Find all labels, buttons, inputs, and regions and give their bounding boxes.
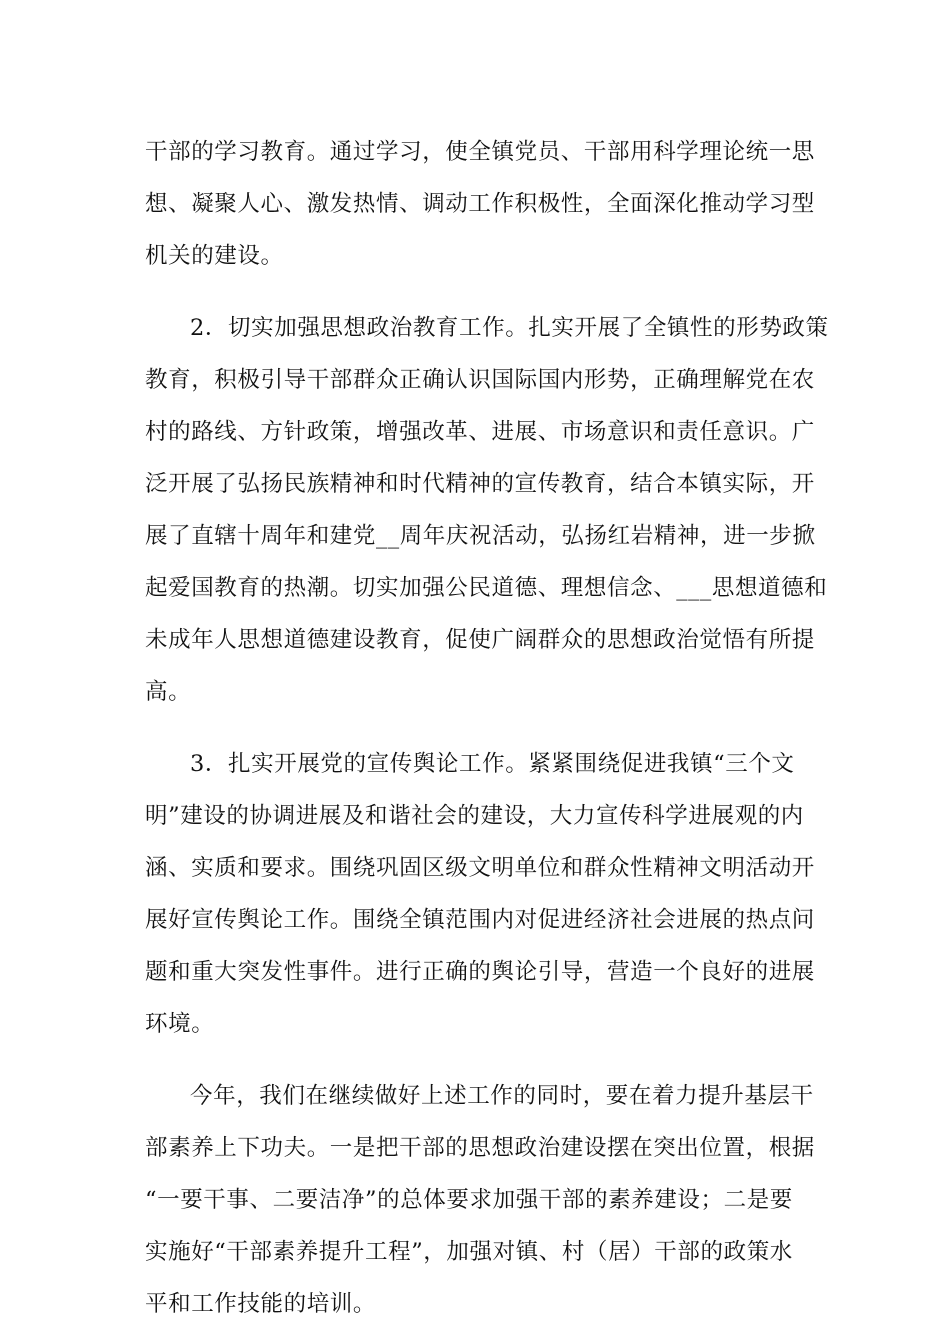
text-line: 机关的建设。 (145, 243, 284, 269)
text-line: 村的路线、方针政策，增强改革、进展、市场意识和责任意识。广 (145, 419, 815, 445)
text-line: 展好宣传舆论工作。围绕全镇范围内对促进经济社会进展的热点问 (145, 907, 815, 933)
text-line: 平和工作技能的培训。 (145, 1291, 377, 1317)
text-line: 高。 (145, 679, 192, 705)
document-body (145, 126, 829, 1330)
text-line: 起爱国教育的热潮。切实加强公民道德、理想信念、___思想道德和 (145, 575, 828, 601)
text-line: 泛开展了弘扬民族精神和时代精神的宣传教育，结合本镇实际，开 (145, 471, 815, 497)
text-line: 想、凝聚人心、激发热情、调动工作积极性，全面深化推动学习型 (145, 191, 815, 217)
text-line: 干部的学习教育。通过学习，使全镇党员、干部用科学理论统一思 (145, 139, 815, 165)
text-line: 2．切实加强思想政治教育工作。扎实开展了全镇性的形势政策 (190, 315, 829, 341)
paragraph-4 (145, 1070, 815, 1330)
text-line: 明”建设的协调进展及和谐社会的建设，大力宣传科学进展观的内 (145, 803, 804, 829)
text-line: 教育，积极引导干部群众正确认识国际国内形势，正确理解党在农 (145, 367, 815, 393)
paragraph-1 (145, 126, 815, 282)
text-line: 未成年人思想道德建设教育，促使广阔群众的思想政治觉悟有所提 (145, 627, 815, 653)
text-line: 3．扎实开展党的宣传舆论工作。紧紧围绕促进我镇“三个文 (190, 751, 795, 777)
text-line: 今年，我们在继续做好上述工作的同时，要在着力提升基层干 (190, 1083, 814, 1109)
text-line: 部素养上下功夫。一是把干部的思想政治建设摆在突出位置，根据 (145, 1135, 815, 1161)
text-line: 环境。 (145, 1011, 215, 1037)
paragraph-3 (145, 738, 815, 1050)
text-line: “一要干事、二要洁净”的总体要求加强干部的素养建设；二是要 (145, 1187, 793, 1213)
text-line: 实施好“干部素养提升工程”，加强对镇、村（居）干部的政策水 (145, 1239, 793, 1265)
paragraph-2 (145, 302, 829, 718)
text-line: 展了直辖十周年和建党__周年庆祝活动，弘扬红岩精神，进一步掀 (145, 523, 816, 549)
text-line: 题和重大突发性事件。进行正确的舆论引导，营造一个良好的进展 (145, 959, 815, 985)
text-line: 涵、实质和要求。围绕巩固区级文明单位和群众性精神文明活动开 (145, 855, 815, 881)
